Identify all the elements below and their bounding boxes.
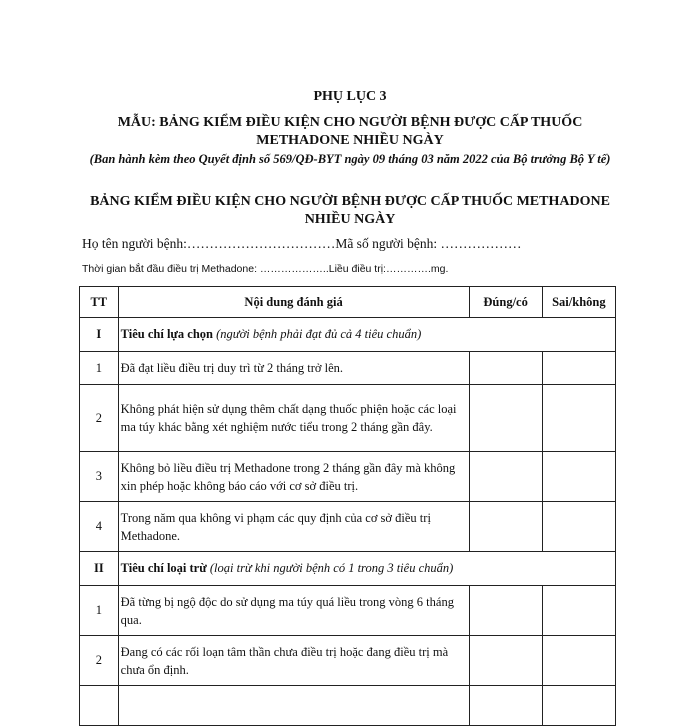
yes-cell[interactable] [469, 385, 542, 452]
row-number: 1 [80, 586, 119, 636]
yes-cell[interactable] [469, 502, 542, 552]
checklist-title: BẢNG KIỂM ĐIỀU KIỆN CHO NGƯỜI BỆNH ĐƯỢC CẤP THUỐC METHADONE NHIỀU NGÀY [90, 194, 610, 227]
appendix-label: PHỤ LỤC 3 [313, 89, 387, 104]
section-number: II [80, 552, 119, 586]
row-content: Không phát hiện sử dụng thêm chất dạng thuốc phiện hoặc các loại ma túy khác bằng xét nghiệm nước tiểu trong 2 tháng gần đây. [118, 385, 469, 452]
section-heading [118, 318, 615, 352]
checklist-table [79, 286, 616, 726]
section-title: Tiêu chí lựa chọn [120, 327, 213, 341]
section-row [80, 552, 616, 586]
row-number: 4 [80, 502, 119, 552]
yes-cell[interactable] [469, 586, 542, 636]
yes-cell[interactable] [469, 686, 542, 726]
patient-info-line: Họ tên người bệnh:……………………………Mã số người bệnh: ……………… [82, 236, 522, 251]
no-cell[interactable] [542, 385, 615, 452]
row-content: Đã đạt liều điều trị duy trì từ 2 tháng trở lên. [118, 352, 469, 385]
row-number: 2 [80, 636, 119, 686]
yes-cell[interactable] [469, 352, 542, 385]
section-number: I [80, 318, 119, 352]
section-title: Tiêu chí loại trừ [120, 561, 207, 575]
row-number: 2 [80, 385, 119, 452]
table-row [80, 686, 616, 726]
row-number: 3 [80, 452, 119, 502]
table-row [80, 636, 616, 686]
treatment-start-line: Thời gian bắt đầu điều trị Methadone: ………………..Liều điều trị:………….mg. [82, 263, 449, 275]
form-title: MẪU: BẢNG KIỂM ĐIỀU KIỆN CHO NGƯỜI BỆNH ĐƯỢC CẤP THUỐC METHADONE NHIỀU NGÀY [117, 115, 583, 148]
no-cell[interactable] [542, 452, 615, 502]
header-yes: Đúng/có [469, 287, 542, 318]
table-header-row [80, 287, 616, 318]
table-row [80, 452, 616, 502]
no-cell[interactable] [542, 352, 615, 385]
no-cell[interactable] [542, 586, 615, 636]
row-content: Trong năm qua không vi phạm các quy định của cơ sở điều trị Methadone. [118, 502, 469, 552]
section-row [80, 318, 616, 352]
table-row [80, 385, 616, 452]
section-note: (loại trừ khi người bệnh có 1 trong 3 tiêu chuẩn) [209, 561, 454, 575]
row-content: Không bỏ liều điều trị Methadone trong 2 tháng gần đây mà không xin phép hoặc không báo cáo với cơ sở điều trị. [118, 452, 469, 502]
header-tt: TT [80, 287, 119, 318]
table-row [80, 352, 616, 385]
table-row [80, 586, 616, 636]
row-content: Đang có các rối loạn tâm thần chưa điều trị hoặc đang điều trị mà chưa ổn định. [118, 636, 469, 686]
row-content [118, 686, 469, 726]
section-heading [118, 552, 615, 586]
row-number: 1 [80, 352, 119, 385]
no-cell[interactable] [542, 686, 615, 726]
row-content: Đã từng bị ngộ độc do sử dụng ma túy quá liều trong vòng 6 tháng qua. [118, 586, 469, 636]
header-no: Sai/không [542, 287, 615, 318]
section-note: (người bệnh phải đạt đủ cả 4 tiêu chuẩn) [216, 327, 422, 341]
table-row [80, 502, 616, 552]
no-cell[interactable] [542, 502, 615, 552]
row-number [80, 686, 119, 726]
header-content: Nội dung đánh giá [118, 287, 469, 318]
yes-cell[interactable] [469, 636, 542, 686]
yes-cell[interactable] [469, 452, 542, 502]
no-cell[interactable] [542, 636, 615, 686]
decree-reference: (Ban hành kèm theo Quyết định số 569/QĐ-BYT ngày 09 tháng 03 năm 2022 của Bộ trưởng Bộ Y tế) [89, 152, 611, 166]
